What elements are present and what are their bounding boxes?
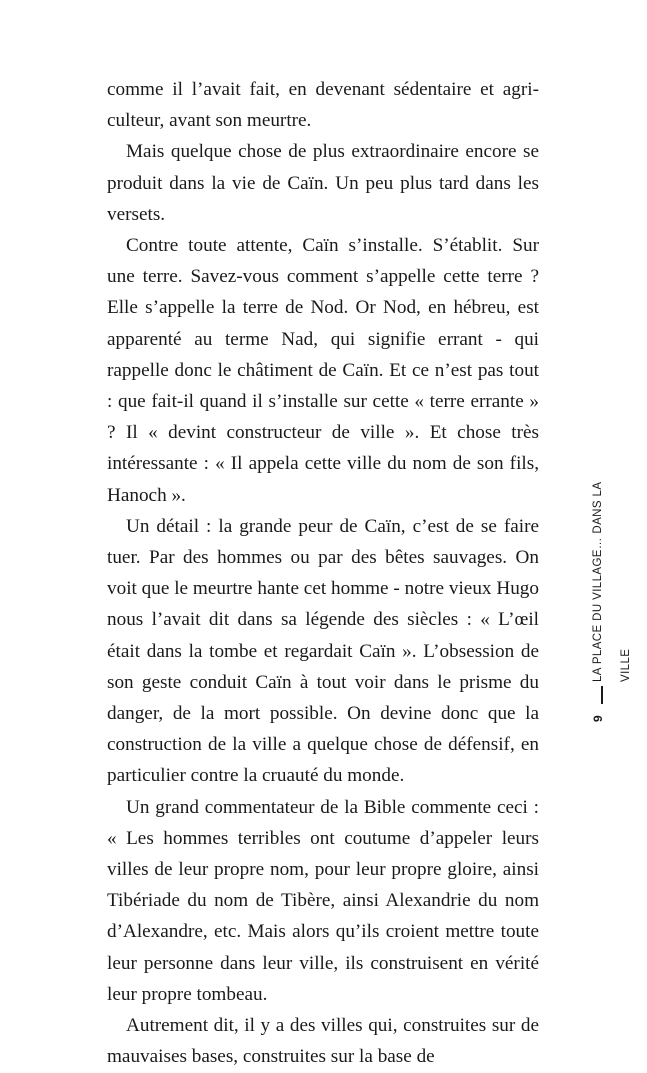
paragraph: Un détail : la grande peur de Caïn, c’est de se faire tuer. Par des hommes ou par des bêtes sauvages. On voit que le meurtre hante cet homme - notre vieux Hugo nous l’avait dit dans sa légende des siècles : « L’œil était dans la tombe et regardait Caïn ». L’obsession de son geste conduit Caïn à tout voir dans le prisme du danger, de la mort possible. On devine donc que la construction de la ville a quelque chose de défensif, en particulier contre la cruauté du monde. [107,515,539,787]
page-number: 9 [591,715,605,722]
body-text [107,74,539,1073]
running-head-divider [601,686,603,704]
paragraph-continued: comme il l’avait fait, en devenant sédentaire et agriculteur, avant son meurtre. [107,79,539,132]
running-head-title: LA PLACE DU VILLAGE… DANS LA VILLE [592,482,632,682]
paragraph: Contre toute attente, Caïn s’installe. S’établit. Sur une terre. Savez-vous comment s’appelle cette terre ? Elle s’appelle la terre de Nod. Or Nod, en hébreu, est apparenté au terme Nad, qui signifie errant - qui rappelle donc le châtiment de Caïn. Et ce n’est pas tout : que fait-il quand il s’installe sur cette « terre errante » ? Il « devint constructeur de ville ». Et chose très intéressante : « Il appela cette ville du nom de son fils, Hanoch ». [107,235,539,506]
paragraph: Mais quelque chose de plus extraordinaire encore se produit dans la vie de Caïn. Un peu plus tard dans les versets. [107,141,539,225]
paragraph: Un grand commentateur de la Bible commente ceci : « Les hommes terribles ont coutume d’appeler leurs villes de leur propre nom, pour leur propre gloire, ainsi Tibériade du nom de Tibère, ainsi Alexandrie du nom d’Alexandre, etc. Mais alors qu’ils croient mettre toute leur personne dans leur ville, ils construisent en vérité leur propre tombeau. [107,796,539,1005]
running-head [584,470,632,722]
paragraph: Autrement dit, il y a des villes qui, construites sur de mauvaises bases, construites sur la base de [107,1015,539,1068]
